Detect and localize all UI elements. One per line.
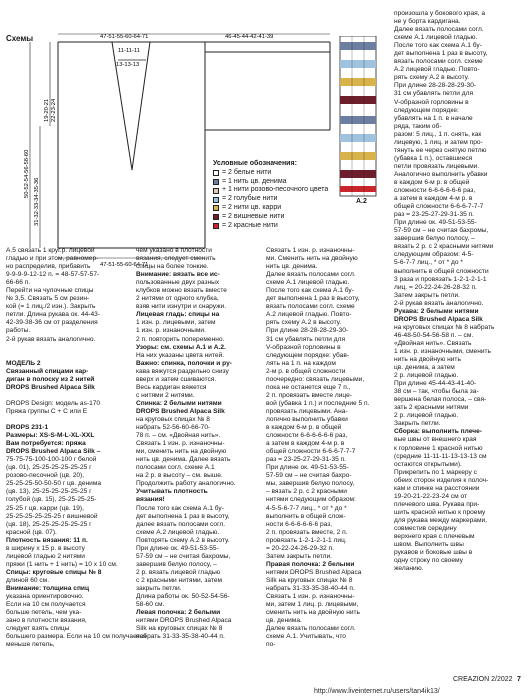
text-line: DROPS Brushed Alpaca Silk <box>394 315 483 323</box>
text-line: Размеры: XS-S-M-L-XL-XXL <box>6 432 95 440</box>
legend-item: = 2 голубые нити <box>213 195 343 204</box>
text-line <box>6 352 132 360</box>
text-line: вязать полосами согл. схеме <box>266 303 355 311</box>
text-line: Правая полочка: 2 белыми <box>266 560 355 568</box>
text-line: V-образной горловины в <box>394 98 469 106</box>
text-line: не у борта кардигана. <box>394 18 461 26</box>
text-line <box>6 392 132 400</box>
text-line: мы, завершив белую полосу, <box>266 480 355 488</box>
text-line: плечевого шва. Рукава при- <box>394 500 480 508</box>
text-line: 2 п. провязать вместе лице- <box>266 391 352 399</box>
text-line: МОДЕЛЬ 2 <box>6 359 41 367</box>
text-line: общей сложности 6-6-6-7-7-7 <box>394 203 484 211</box>
text-line: Прикрепить по 1 маркеру с <box>394 468 477 476</box>
text-line: DROPS Brushed Alpaca Silk <box>6 383 95 391</box>
text-line: кава вяжутся раздельно снизу <box>136 367 229 375</box>
text-line: Связать 1 изн. р. изнаночны- <box>266 247 355 254</box>
chart-grid <box>338 36 378 198</box>
text-line: «Двойная нить». Связать <box>394 339 472 347</box>
text-line: нитями следующим образом: <box>266 496 356 504</box>
text-line: лицевой гладью 2 нитями <box>6 552 85 560</box>
diagram-title: Схемы <box>6 34 34 43</box>
text-line: дет выполнена 1 раз в высоту, <box>266 295 360 303</box>
legend-item: + 1 нити розово-песочного цвета <box>213 186 343 195</box>
text-column-1 <box>6 247 147 649</box>
text-line: Перейти на чулочные спицы <box>6 287 94 295</box>
text-line: 42-39-38-36 см от разделения <box>6 319 98 327</box>
text-line: Далее вязать полосами согл. <box>394 26 484 34</box>
text-line: работы. <box>6 327 31 335</box>
text-line: вязать 2 р. с 2 красными нитями <box>394 243 494 251</box>
text-line: произошла у бокового края, а <box>394 10 486 17</box>
text-line: 9-9-9-9-12-12 п. = 48-57-57-57- <box>6 271 100 279</box>
text-line: Далее вязать полосами согл. <box>266 625 356 633</box>
side-length-label: 31-32-33-34-35-36 <box>34 177 40 226</box>
text-line: завершив белую полосу, – <box>136 560 217 568</box>
text-line: (цв. 13), 25-25-25-25-25-25 г <box>6 488 92 496</box>
text-line: зать 2 красными нитями <box>394 404 469 412</box>
text-line: пока не останется еще 7 п., <box>266 383 351 391</box>
text-line: Связанный спицами кар- <box>6 367 89 375</box>
text-line: схеме A.1 лицевой гладью. <box>266 279 350 287</box>
text-line: а затем в каждом 4-м р. в <box>394 195 473 203</box>
text-line: но распределив, прибавить <box>6 263 91 271</box>
text-line: на круговых спицах № 8 набрать <box>394 323 495 331</box>
legend-item: = 2 нити цв. карри <box>213 204 343 213</box>
text-line: После того как схема A.1 бу- <box>136 504 224 512</box>
text-line: 1 изн. р. изнаночными, сменить <box>394 347 491 355</box>
text-line: (цв. 18), 25-25-25-25-25-25 г <box>6 520 92 528</box>
text-line <box>6 416 132 424</box>
text-line: голубой (цв. 15), 25-25-25-25- <box>6 496 97 504</box>
text-line: цв. денима. <box>266 617 302 625</box>
text-line: дет выполнена 1 раз в высоту, <box>136 512 230 520</box>
text-line: 2 р. лицевой гладью. <box>394 372 459 380</box>
text-line: указана ориентировочно. <box>6 593 84 601</box>
text-line: 31 см убавлять петли для <box>394 90 474 98</box>
text-line: петли. Длина рукава ок. 44-43- <box>6 311 101 319</box>
text-line: 4-5-5-6-7-7 лиц., * от * до * <box>266 504 347 512</box>
text-line: следующем порядке: убав- <box>266 351 350 359</box>
text-line: 38 см – так, чтобы была за- <box>394 388 479 396</box>
text-line: Пряжа группы C + C или E <box>6 407 88 415</box>
legend-item: = 2 вишневые нити <box>213 213 343 222</box>
text-line: вязания! <box>136 496 165 504</box>
text-line: 31 см убавлять петли для <box>266 335 346 343</box>
text-line: ности 6-6-6-6-6-6 раз, <box>266 520 333 528</box>
text-line: нить на двойную нить <box>394 356 461 364</box>
text-line: 57-59 см – не считая бахромы, <box>136 552 231 560</box>
text-line: розово-песочной (цв. 20), <box>6 472 85 480</box>
text-line: Рукава: 2 белыми нитями <box>394 307 479 315</box>
text-line: нить цв. денима. <box>266 263 318 271</box>
legend-swatch <box>213 170 219 176</box>
text-line: вершена белая полоса, – свя- <box>394 396 487 404</box>
text-line: раз = 23-25-27-29-31-35 п. <box>394 211 475 219</box>
text-line: Аналогично выполнить убавки <box>394 170 488 178</box>
text-line: Далее вязать полосами согл. <box>266 271 356 279</box>
text-line: (убавка 1 п.), оставшиеся <box>394 154 473 162</box>
text-line: 25-25-25-25-25-25 г вишневой <box>6 512 98 520</box>
text-line: 2 р. лицевой гладью. <box>394 412 459 420</box>
text-line: нить цв. денима. Далее вязать <box>136 456 231 464</box>
text-line: петли провязать лицевыми. <box>394 162 480 170</box>
text-line: Затем закрыть петли. <box>394 291 461 299</box>
text-line: При длине ок. 49-51-53-55- <box>394 219 477 227</box>
text-line: лять на 1 п. на каждом <box>266 359 336 367</box>
text-line: рять схему A.2 в высоту. <box>266 319 342 327</box>
legend-swatch <box>213 197 219 203</box>
garment-schematic <box>0 30 335 270</box>
text-line: зано в плотности вязания, <box>6 617 87 625</box>
text-line: спицы на более тонкие. <box>136 263 209 271</box>
text-line: в каждом 6-м р. в общей <box>394 178 470 186</box>
text-column-2 <box>136 247 260 641</box>
text-line: DROPS Design: модель as-170 <box>6 399 101 407</box>
text-line: провязать лицевыми. Ана- <box>266 407 348 415</box>
text-line: набрать 31-33-35-38-40-44 п. <box>266 584 355 592</box>
text-line: Затем закрыть петли. <box>266 552 333 560</box>
text-line: 2 нитями от одного клубка, <box>136 295 219 303</box>
text-line: с нитями 2 нитями. <box>136 391 195 399</box>
text-line: 3 раза и провязать 1-2-1-2-1-1 <box>394 275 487 283</box>
footer-magazine: CREAZION 2/2022 <box>453 676 513 683</box>
text-line: для рукава между маркерами, <box>394 516 488 524</box>
text-line: кам и спинке на расстоянии <box>394 484 480 492</box>
legend-swatch <box>213 205 219 211</box>
text-line: поочередно: связать лицевыми, <box>266 375 365 383</box>
text-line: После того как схема A.1 бу- <box>394 42 482 50</box>
text-line: далее вязать полосами согл. <box>136 520 226 528</box>
text-line: Silk на круговых спицах № 8 <box>136 625 223 633</box>
text-line: длиной 60 см. <box>6 576 50 584</box>
armhole-measure-label-1: 19-20-21 <box>44 98 50 122</box>
text-line: 2 п. провязать вместе, 2 п. <box>266 528 348 536</box>
text-line: сложности 6-6-6-6-6-6 раз, <box>266 432 348 440</box>
text-line: чем указано в плотности <box>136 247 212 254</box>
text-line: большего размера. Если на 10 см получается <box>6 633 147 641</box>
armhole-measure-label-2: 22-23-24 <box>51 98 57 122</box>
legend-swatch <box>213 214 219 220</box>
legend-swatch <box>213 188 219 194</box>
text-line: DROPS Brushed Alpaca Silk <box>136 407 225 415</box>
text-line: 78 п. – см. «Двойная нить». <box>136 432 221 440</box>
text-line: Внимание: вязать все ис- <box>136 271 220 279</box>
text-line: ряда, таким об- <box>394 122 442 130</box>
text-line: верхнего края с плечевым <box>394 533 475 541</box>
legend-item: = 2 белые нити <box>213 169 343 178</box>
text-line: закрыть петли. <box>136 584 182 592</box>
text-line: DROPS Brushed Alpaca Silk – <box>6 448 101 456</box>
text-line: Левая полочка: 2 белыми <box>136 609 221 617</box>
text-line: меньше петель, <box>6 641 55 649</box>
bottom-measure-label: 47-51-55-60-64-71 <box>100 262 149 268</box>
text-column-3 <box>266 247 392 649</box>
text-line: набрать 52-56-60-66-70- <box>136 424 211 432</box>
text-line: обеих сторон изделия к полоч- <box>394 476 489 484</box>
text-line: одну строку по своему <box>394 557 463 565</box>
text-line: сложности 6-6-6-6-6-6 раз, <box>394 187 476 195</box>
text-line: рукавов и боковые швы в <box>394 549 473 557</box>
text-line: на 2 р. в высоту – см. выше. <box>136 472 223 480</box>
legend-item: = 2 красные нити <box>213 222 343 231</box>
text-line: Длина работы ок. 50-52-54-56- <box>136 593 230 601</box>
text-line: 25-25 г цв. карри (цв. 19), <box>6 504 84 512</box>
legend-swatch <box>213 223 219 229</box>
text-line: V-образной горловины в <box>266 343 341 351</box>
text-line: При длине 28-28-28-29-30- <box>394 82 477 90</box>
text-line: пряжи (1 нить + 1 нить) = 10 х 10 см. <box>6 560 118 568</box>
text-line: в каждом 6-м р. в общей <box>266 424 342 432</box>
text-line: Важно: спинка, полочки и ру- <box>136 359 232 367</box>
text-line: больше петель, чем ука- <box>6 609 82 617</box>
text-line: 2-й рукав вязать аналогично. <box>394 299 484 307</box>
text-line: Связать 1 изн. р. изнаночны- <box>136 440 225 448</box>
text-line: выполнить в общей сложности <box>394 267 489 275</box>
text-line: Спицы: круговые спицы № 8 <box>6 568 102 576</box>
text-line: провязать 1-2-1-2-1-1 лиц. <box>266 536 347 544</box>
footer-url: http://www.liveinternet.ru/users/tan4ik13/ <box>314 688 440 695</box>
text-line: На них указаны цвета нитей. <box>136 351 225 359</box>
sleeve-measure-label: 46-45-44-42-41-39 <box>225 34 274 40</box>
text-line: A.5 связать 1 круг.р. лицевой <box>6 247 95 254</box>
text-line: цв. денима, а затем <box>394 364 455 372</box>
text-line: При длине ок. 49-51-53-55- <box>266 464 349 472</box>
text-line: вязания, следует сменить <box>136 255 216 263</box>
text-line: дет выполнена 1 раз в высоту, <box>394 50 488 58</box>
legend-swatch <box>213 179 219 185</box>
text-line: красной (цв. 07). <box>6 528 57 536</box>
text-line: по- <box>266 641 276 649</box>
text-line: на круговых спицах № 8 <box>136 415 210 423</box>
text-line: Закрыть петли. <box>394 420 441 428</box>
text-line: A.2 лицевой гладью. Повто- <box>266 311 352 319</box>
text-line: (цв. 01), 25-25-25-25-25-25 г <box>6 464 92 472</box>
text-line: 1 изн. р. изнаночными. <box>136 327 206 335</box>
text-line: в ширину х 15 р. в высоту <box>6 544 85 552</box>
text-line: следует взять спицы <box>6 625 70 633</box>
text-line: ми, сменить нить на двойную <box>136 448 227 456</box>
text-line: общей сложности 6-6-6-7-7-7 <box>266 448 356 456</box>
text-line: Учитывать плотность <box>136 488 208 496</box>
text-line: а затем в каждом 4-м р. в <box>266 440 345 448</box>
text-line: диган в полоску из 2 нитей <box>6 375 95 383</box>
text-line: Связать 1 изн. р. изнаночны- <box>266 593 355 601</box>
text-line: пользованные двух разных <box>136 279 220 287</box>
text-line <box>6 344 132 352</box>
text-line: выполнить в общей слож- <box>266 512 346 520</box>
text-line: 2-й рукав вязать аналогично. <box>6 335 96 343</box>
text-line: Продолжить работу аналогично. <box>136 480 236 488</box>
text-line: 58-60 см. <box>136 601 165 609</box>
text-line: кой (= 1 лиц./2 изн.). Закрыть <box>6 303 96 311</box>
text-line: нитями DROPS Brushed Alpaca <box>266 568 362 576</box>
text-line: 57-59 см – не считая бахро- <box>266 472 352 480</box>
text-column-4 <box>394 10 526 573</box>
text-line: тянуть ее через снятую петлю <box>394 146 487 154</box>
text-line: лицевую, 1 лиц. и затем про- <box>394 138 483 146</box>
text-line: Сборка: выполнить плече- <box>394 428 482 436</box>
text-line: разом: 5 лиц., 1 п. снять, как <box>394 130 482 138</box>
text-line: схеме A.1 лицевой гладью. <box>394 34 478 42</box>
text-line: 5-6-7-7 лиц., * от * до * <box>394 259 463 267</box>
text-line: Внимание: толщина спиц <box>6 584 90 592</box>
text-line: DROPS 231-1 <box>6 424 49 432</box>
text-line: = 20-22-24-26-29-32 п. <box>266 544 334 552</box>
text-line: 46-48-50-54-56-58 п. – см. <box>394 331 474 339</box>
text-line: взяв нити изнутри и снаружи. <box>136 303 227 311</box>
legend-item: = 1 нить цв. денима <box>213 178 343 187</box>
top-measure-label: 47-51-55-60-64-71 <box>100 34 149 40</box>
text-line: 1 изн. р. лицевыми, затем <box>136 319 216 327</box>
text-line: вой (убавка 1 п.) и последние 5 п. <box>266 399 370 407</box>
text-line: рять схему A.2 в высоту. <box>394 74 470 82</box>
text-line: убавлять на 1 п. в начале <box>394 114 473 122</box>
text-line: полосами согл. схеме A.1 <box>136 464 215 472</box>
total-length-label: 50-52-54-56-58-60 <box>24 149 30 198</box>
text-line: лиц. = 20-22-24-26-28-32 п. <box>394 283 477 291</box>
text-line: ми. Сменить нить на двойную <box>266 255 358 263</box>
text-line: При длине ок. 49-51-53-55- <box>136 544 219 552</box>
text-line: вверх и затем сшиваются. <box>136 375 217 383</box>
text-line: 2 п. повторить попеременно. <box>136 335 225 343</box>
text-line: раз = 23-25-27-29-31-35 п. <box>266 456 347 464</box>
neck-measure-label-1: 11-11-11 <box>118 48 140 54</box>
text-line: A.2 лицевой гладью. Повто- <box>394 66 480 74</box>
text-line: Повторять схему A.2 в высоту. <box>136 536 230 544</box>
text-line: Silk на круговых спицах № 8 <box>266 576 353 584</box>
text-line: совместив середину <box>394 525 457 532</box>
text-line: клубков можно вязать вместе <box>136 287 227 295</box>
legend-title: Условные обозначения: <box>213 160 297 167</box>
text-line: После того как схема A.1 бу- <box>266 287 354 295</box>
text-line: логично выполнить убавки <box>266 415 348 423</box>
text-line: схеме A.2 лицевой гладью. <box>136 528 220 536</box>
text-line: завершив белую полосу, – <box>394 235 475 243</box>
text-line: следующим образом: 4-5- <box>394 251 474 259</box>
text-line: к горловине 1 красной нитью <box>394 444 483 452</box>
text-line: Весь кардиган вяжется <box>136 383 207 391</box>
text-line: с 2 красными нитями, затем <box>136 576 223 584</box>
text-line: вые швы от внешнего края <box>394 436 477 444</box>
text-line: 75-75-75-100-100-100 г белой <box>6 456 97 464</box>
text-line: 66-66 п. <box>6 279 31 287</box>
text-line: 19-20-21-22-23-24 см от <box>394 492 468 500</box>
text-line: № 3,5. Связать 5 см резин- <box>6 295 90 303</box>
text-line: нитями DROPS Brushed Alpaca <box>136 617 232 625</box>
text-line: 57-59 см – не считая бахромы, <box>394 227 489 235</box>
text-line: 2 р. вязать лицевой гладью <box>136 568 221 576</box>
text-line: Лицевая гладь: спицы на <box>136 311 220 319</box>
text-line: схеме A.1. Учитывать, что <box>266 633 346 641</box>
text-line: гладью и при этом, равномер- <box>6 255 99 263</box>
chart-label: A.2 <box>356 198 367 205</box>
text-line: При длине 45-44-43-41-40- <box>394 380 477 388</box>
text-line: шить красной нитью к проему <box>394 508 486 516</box>
text-line: Спинка: 2 белыми нитями <box>136 399 222 407</box>
text-line: 2-м р. в общей сложности <box>266 367 346 375</box>
text-line: Плотность вязания: 11 п. <box>6 536 88 544</box>
text-line: следующем порядке: <box>394 106 459 114</box>
text-line: (средние 11-11-11-13-13-13 см <box>394 452 487 460</box>
text-line: швом. Выполнить швы <box>394 541 464 549</box>
neck-measure-label-2: 13-13-13 <box>116 62 140 68</box>
text-line: Узоры: см. схемы A.1 и A.2. <box>136 343 226 351</box>
text-line: желанию. <box>394 565 424 573</box>
text-line: остаются открытыми). <box>394 460 462 468</box>
text-line: сменить нить на двойную нить <box>266 609 360 617</box>
footer-page-number: 7 <box>517 676 521 683</box>
text-line: Если на 10 см получается <box>6 601 86 609</box>
text-line: вязать полосами согл. схеме <box>394 58 483 66</box>
text-line: При длине 28-28-28-29-30- <box>266 327 349 335</box>
text-line: ми, затем 1 лиц. р. лицевыми, <box>266 601 359 609</box>
legend <box>213 160 343 230</box>
text-line: Вам потребуется: пряжа <box>6 440 86 448</box>
text-line: 25-25-25-50-50-50 г цв. денима <box>6 480 102 488</box>
text-line: – вязать 2 р. с 2 красными <box>266 488 347 496</box>
stripe-chart-a2 <box>338 36 378 206</box>
text-line: набрать 31-33-35-38-40-44 п. <box>136 633 225 641</box>
